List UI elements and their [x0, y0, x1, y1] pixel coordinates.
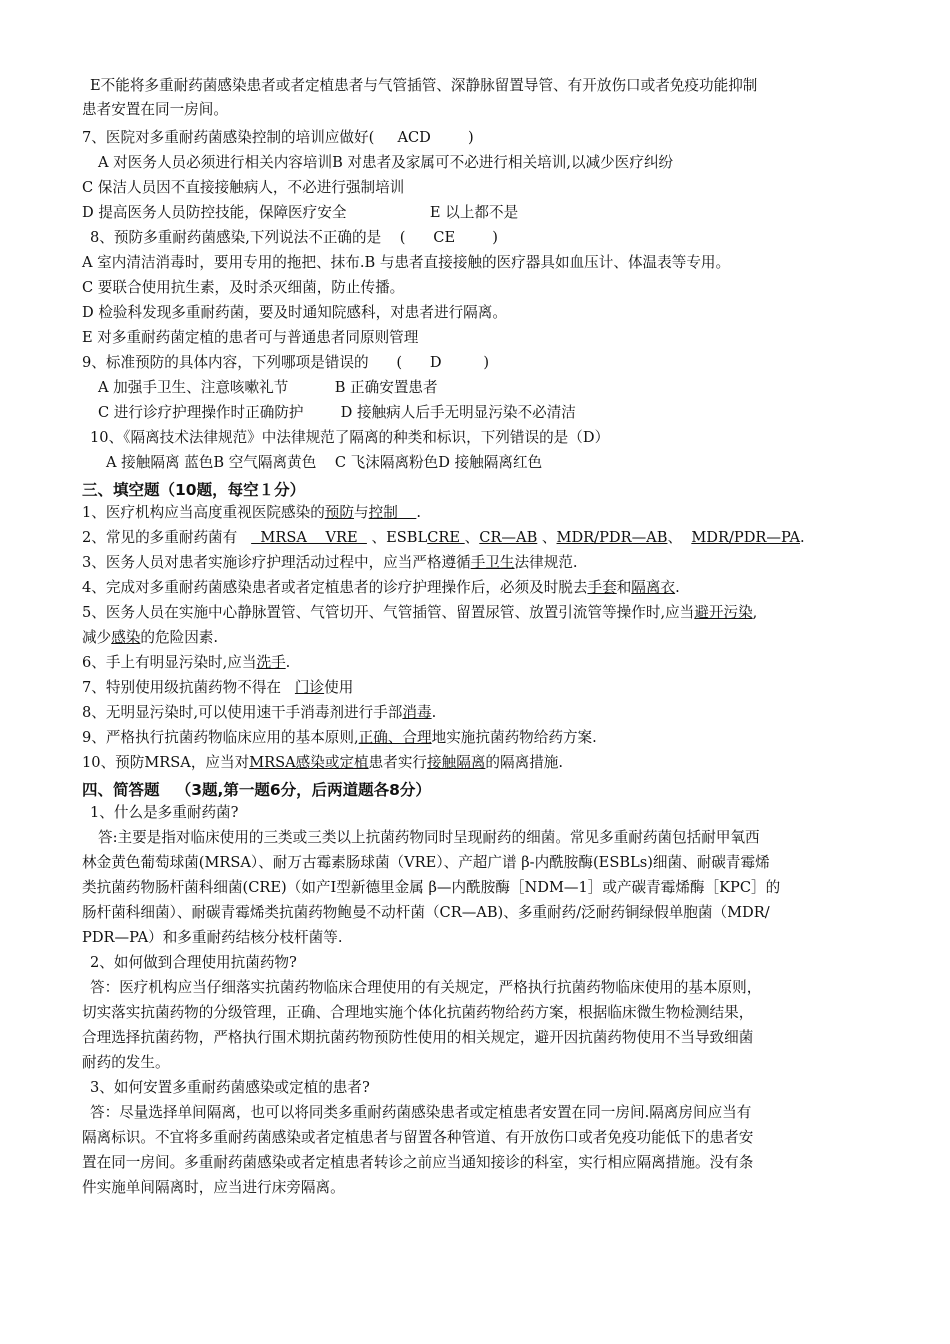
text-line [98, 828, 760, 848]
text-line [82, 553, 578, 573]
answer-blank: 手卫生 [470, 554, 515, 571]
text-segment: PDR—PA）和多重耐药结核分枝杆菌等. [82, 929, 343, 946]
text-line [82, 753, 563, 773]
text-line [82, 203, 518, 223]
text-line [82, 578, 680, 598]
text-line [82, 328, 418, 348]
text-line [82, 1003, 753, 1023]
text-segment: 、ESBL [366, 529, 428, 546]
text-segment: 患者实行 [368, 754, 428, 771]
text-segment: . [431, 704, 437, 721]
answer-blank: MDR/PDR—AB [556, 529, 668, 546]
text-line [82, 1053, 170, 1073]
text-segment: . [675, 579, 680, 596]
text-segment: E不能将多重耐药菌感染患者或者定植患者与气管插管、深静脉留置导管、有开放伤口或者免疫功能抑制 [90, 77, 758, 94]
text-segment: 9、标准预防的具体内容，下列哪项是错误的 ( D ) [82, 354, 490, 371]
text-line [90, 228, 498, 248]
text-segment: 肠杆菌科细菌）、耐碳青霉烯类抗菌药物鲍曼不动杆菌（CR—AB)、多重耐药/泛耐药铜绿假单胞菌（MDR/ [82, 904, 770, 921]
text-segment: . [800, 529, 805, 546]
answer-blank: CRE [427, 529, 465, 546]
text-line [82, 878, 780, 898]
text-line [82, 928, 342, 948]
text-segment: 1、什么是多重耐药菌? [90, 804, 239, 821]
text-line [82, 628, 218, 648]
answer-blank: 感染 [111, 629, 141, 646]
text-segment: 2、如何做到合理使用抗菌药物? [90, 954, 297, 971]
text-line [82, 1128, 753, 1148]
section-heading: 四、简答题 （3题,第一题6分，后两道题各8分） [82, 781, 431, 799]
text-segment: 地实施抗菌药物给药方案. [431, 729, 597, 746]
answer-blank: 洗手 [256, 654, 286, 671]
answer-blank: MRSA VRE [251, 529, 367, 546]
text-segment: A 接触隔离 蓝色B 空气隔离黄色 C 飞沫隔离粉色D 接触隔离红色 [106, 454, 543, 471]
text-segment: C 要联合使用抗生素，及时杀灭细菌，防止传播。 [82, 279, 405, 296]
text-segment: 8、预防多重耐药菌感染,下列说法不正确的是 ( CE ) [90, 229, 498, 246]
text-segment: 患者安置在同一房间。 [82, 101, 228, 118]
text-segment: 法律规范. [514, 554, 578, 571]
text-line [82, 653, 290, 673]
text-segment: E 对多重耐药菌定植的患者可与普通患者同原则管理 [82, 329, 419, 346]
text-line [98, 378, 438, 398]
answer-blank: CR—AB [479, 529, 538, 546]
text-line [82, 728, 597, 748]
text-line [82, 353, 489, 373]
text-segment: 3、医务人员对患者实施诊疗护理活动过程中，应当严格遵循 [82, 554, 471, 571]
text-segment: 答：尽量选择单间隔离，也可以将同类多重耐药菌感染患者或定植患者安置在同一房间.隔离房间应当有 [90, 1104, 752, 1121]
text-line [90, 978, 761, 998]
text-segment: D 提高医务人员防控技能，保障医疗安全 E 以上都不是 [82, 204, 519, 221]
text-segment: 切实落实抗菌药物的分级管理，正确、合理地实施个体化抗菌药物给药方案，根据临床微生物检测结果， [82, 1004, 754, 1021]
text-segment: 4、完成对多重耐药菌感染患者或者定植患者的诊疗护理操作后，必须及时脱去 [82, 579, 588, 596]
text-segment: D 检验科发现多重耐药菌，要及时通知院感科，对患者进行隔离。 [82, 304, 507, 321]
text-line [82, 128, 474, 148]
text-segment: 1、医疗机构应当高度重视医院感染的 [82, 504, 325, 521]
text-segment: 10、预防MRSA，应当对 [82, 754, 250, 771]
text-segment: 答:主要是指对临床使用的三类或三类以上抗菌药物同时呈现耐药的细菌。常见多重耐药菌包括耐甲氧西 [98, 829, 760, 846]
text-line [82, 100, 228, 120]
text-segment: 8、无明显污染时,可以使用速干手消毒剂进行手部 [82, 704, 403, 721]
text-segment: 5、医务人员在实施中心静脉置管、气管切开、气管插管、留置尿管、放置引流管等操作时,应当 [82, 604, 695, 621]
text-segment: 3、如何安置多重耐药菌感染或定植的患者? [90, 1079, 370, 1096]
text-segment: A 对医务人员必须进行相关内容培训B 对患者及家属可不必进行相关培训,以减少医疗纠纷 [98, 154, 674, 171]
text-line [82, 1153, 753, 1173]
text-line [82, 678, 353, 698]
section-heading: 三、填空题（10题，每空１分） [82, 481, 306, 499]
text-segment: 合理选择抗菌药物，严格执行围术期抗菌药物预防性使用的相关规定，避开因抗菌药物使用不当导致细菌 [82, 1029, 754, 1046]
answer-blank: 隔离衣 [631, 579, 676, 596]
text-line [82, 503, 421, 523]
text-line [82, 1028, 753, 1048]
text-line [82, 528, 805, 548]
text-segment: 7、医院对多重耐药菌感染控制的培训应做好( ACD ) [82, 129, 474, 146]
text-line [82, 1178, 345, 1198]
text-segment: 使用 [324, 679, 354, 696]
text-segment: 、 [667, 529, 692, 546]
text-segment: 件实施单间隔离时，应当进行床旁隔离。 [82, 1179, 345, 1196]
text-line [90, 428, 609, 448]
text-line [82, 853, 770, 873]
text-segment: 与 [354, 504, 369, 521]
text-segment: 、 [537, 529, 557, 546]
answer-blank: 预防 [324, 504, 354, 521]
text-line [90, 76, 757, 96]
text-segment: 10、《隔离技术法律规范》中法律规范了隔离的种类和标识，下列错误的是（D） [90, 429, 610, 446]
text-segment: A 室内清洁消毒时，要用专用的拖把、抹布.B 与患者直接接触的医疗器具如血压计、体温表等专用。 [82, 254, 731, 271]
text-line [82, 603, 757, 623]
text-line [98, 153, 673, 173]
answer-blank: MDR/PDR—PA [691, 529, 800, 546]
text-segment: , [752, 604, 758, 621]
text-segment: . [285, 654, 291, 671]
text-segment: 7、特别使用级抗菌药物不得在 [82, 679, 295, 696]
text-line [82, 178, 404, 198]
text-line [82, 253, 730, 273]
text-segment: 答：医疗机构应当仔细落实抗菌药物临床合理使用的有关规定，严格执行抗菌药物临床使用的基本原则， [90, 979, 762, 996]
text-line [90, 803, 238, 823]
answer-blank: 正确、合理 [358, 729, 432, 746]
text-segment: 6、手上有明显污染时,应当 [82, 654, 257, 671]
answer-blank: 门诊 [294, 679, 325, 696]
text-segment: A 加强手卫生、注意咳嗽礼节 B 正确安置患者 [98, 379, 438, 396]
answer-blank: 控制 [368, 504, 417, 521]
answer-blank: 消毒 [402, 704, 432, 721]
answer-blank: 避开污染 [694, 604, 753, 621]
text-line [82, 303, 507, 323]
text-line [90, 1103, 751, 1123]
text-segment: 置在同一房间。多重耐药菌感染或者定植患者转诊之前应当通知接诊的科室，实行相应隔离措施。没有条 [82, 1154, 754, 1171]
text-segment: 隔离标识。不宜将多重耐药菌感染或者定植患者与留置各种管道、有开放伤口或者免疫功能低下的患者安 [82, 1129, 754, 1146]
text-segment: 类抗菌药物肠杆菌科细菌(CRE)（如产Ⅰ型新德里金属 β—内酰胺酶［NDM—1］或产碳青霉烯酶［KPC］的 [82, 879, 781, 896]
text-segment: C 进行诊疗护理操作时正确防护 D 接触病人后手无明显污染不必清洁 [98, 404, 576, 421]
text-segment: 9、严格执行抗菌药物临床应用的基本原则, [82, 729, 359, 746]
text-line [98, 403, 576, 423]
text-segment: C 保洁人员因不直接接触病人，不必进行强制培训 [82, 179, 405, 196]
text-line [90, 1078, 370, 1098]
text-segment: 的隔离措施. [485, 754, 564, 771]
text-segment: 和 [616, 579, 632, 596]
text-line [106, 453, 542, 473]
answer-blank: 接触隔离 [427, 754, 486, 771]
answer-blank: 手套 [587, 579, 617, 596]
answer-blank: MRSA感染或定植 [249, 754, 369, 771]
text-segment: . [416, 504, 421, 521]
text-segment: 减少 [82, 629, 112, 646]
text-segment: 2、常见的多重耐药菌有 [82, 529, 252, 546]
text-line [90, 953, 297, 973]
text-segment: 、 [464, 529, 480, 546]
text-segment: 耐药的发生。 [82, 1054, 170, 1071]
text-line [82, 703, 436, 723]
text-segment: 林金黄色葡萄球菌(MRSA）、耐万古霉素肠球菌（VRE）、产超广谱 β-内酰胺酶(ESBLs)细菌、耐碳青霉烯 [82, 854, 770, 871]
text-line [82, 903, 770, 923]
text-line [82, 278, 404, 298]
text-segment: 的危险因素. [140, 629, 219, 646]
